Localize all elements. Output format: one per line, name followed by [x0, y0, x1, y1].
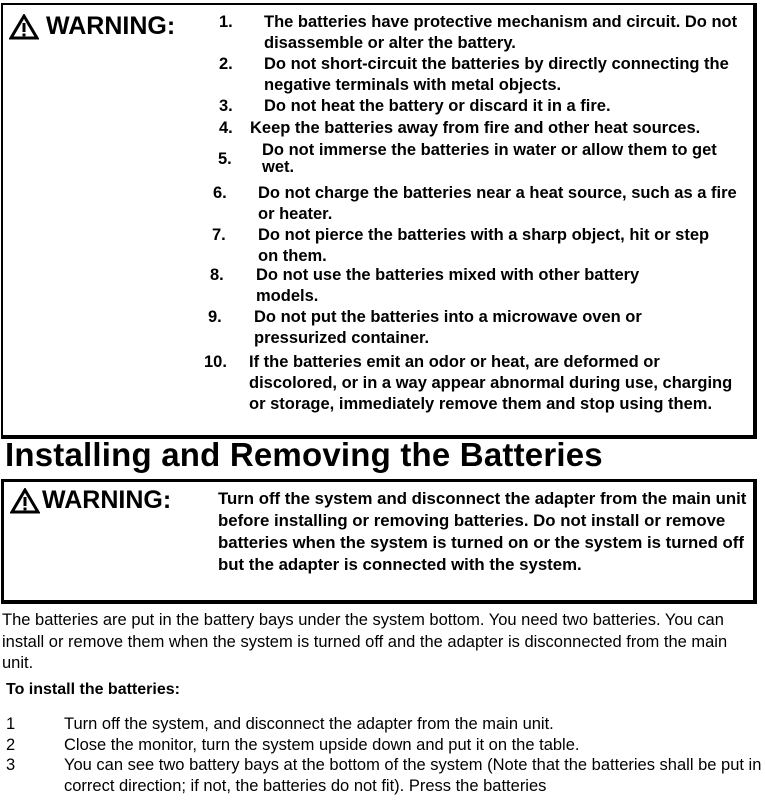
- step-item: [0, 714, 765, 735]
- item-number: 6.: [213, 184, 227, 202]
- install-steps: [0, 714, 765, 796]
- item-number: 8.: [210, 266, 224, 284]
- intro-paragraph: The batteries are put in the battery bays under the system bottom. You need two batteries. You can install or remove them when the system is turned off and the adapter is disconnected from the main unit.: [2, 611, 728, 672]
- list-item: [0, 307, 758, 352]
- step-number: 3: [6, 756, 16, 774]
- list-item: [0, 12, 758, 54]
- list-item: [0, 96, 758, 118]
- item-text: Do not heat the battery or discard it in a fire.: [264, 97, 611, 115]
- item-number: 4.: [219, 119, 233, 137]
- warning-list: [0, 12, 758, 436]
- step-number: 2: [6, 735, 16, 754]
- step-number: 1: [6, 715, 16, 733]
- item-text: Do not short-circuit the batteries by directly connecting the negative terminals with metal objects.: [264, 55, 729, 94]
- item-number: 5.: [218, 150, 232, 168]
- item-text: Do not pierce the batteries with a sharp object, hit or step on them.: [258, 226, 710, 265]
- item-text: Do not immerse the batteries in water or allow them to get wet.: [262, 141, 717, 176]
- section-title: Installing and Removing the Batteries: [5, 436, 603, 473]
- item-number: 1.: [219, 13, 233, 31]
- warning-triangle-icon: [10, 488, 40, 514]
- list-item: [0, 225, 758, 265]
- step-item: [0, 755, 765, 796]
- list-item: [0, 54, 758, 96]
- list-item: [0, 352, 758, 436]
- item-text: Keep the batteries away from fire and other heat sources.: [250, 119, 701, 137]
- item-text: Do not put the batteries into a microwave oven or pressurized container.: [254, 308, 642, 347]
- item-text: The batteries have protective mechanism and circuit. Do not disassemble or alter the battery.: [264, 13, 738, 52]
- list-item: [0, 183, 758, 225]
- item-number: 2.: [219, 55, 233, 73]
- item-number: 9.: [208, 308, 222, 326]
- step-text: You can see two battery bays at the bottom of the system (Note that the batteries shall be put in correct direction; if not, the batteries do not fit). Press the batteries: [64, 756, 762, 795]
- item-number: 7.: [212, 226, 226, 244]
- warning-label: WARNING:: [42, 486, 172, 514]
- warning-text: Turn off the system and disconnect the adapter from the main unit before installing or removing batteries. Do not install or remove batteries when the system is turned on or the system is turned off but the adapter is connected with the system.: [218, 489, 747, 574]
- list-item: [0, 265, 758, 307]
- warning-header-2: [10, 486, 171, 515]
- item-text: Do not charge the batteries near a heat source, such as a fire or heater.: [258, 184, 737, 223]
- list-item: [0, 118, 758, 140]
- item-number: 3.: [219, 97, 233, 115]
- step-text: Close the monitor, turn the system upside down and put it on the table.: [64, 735, 580, 754]
- warning-label: WARNING:: [46, 12, 176, 40]
- step-text: Turn off the system, and disconnect the adapter from the main unit.: [64, 715, 554, 733]
- list-item: [0, 142, 758, 183]
- item-text: If the batteries emit an odor or heat, are deformed or discolored, or in a way appear abnormal during use, charging or storage, immediately remove them and stop using them.: [249, 353, 733, 413]
- install-heading: To install the batteries:: [6, 681, 180, 698]
- item-number: 10.: [204, 353, 227, 371]
- item-text: Do not use the batteries mixed with other battery models.: [256, 266, 640, 305]
- step-item: [0, 735, 765, 756]
